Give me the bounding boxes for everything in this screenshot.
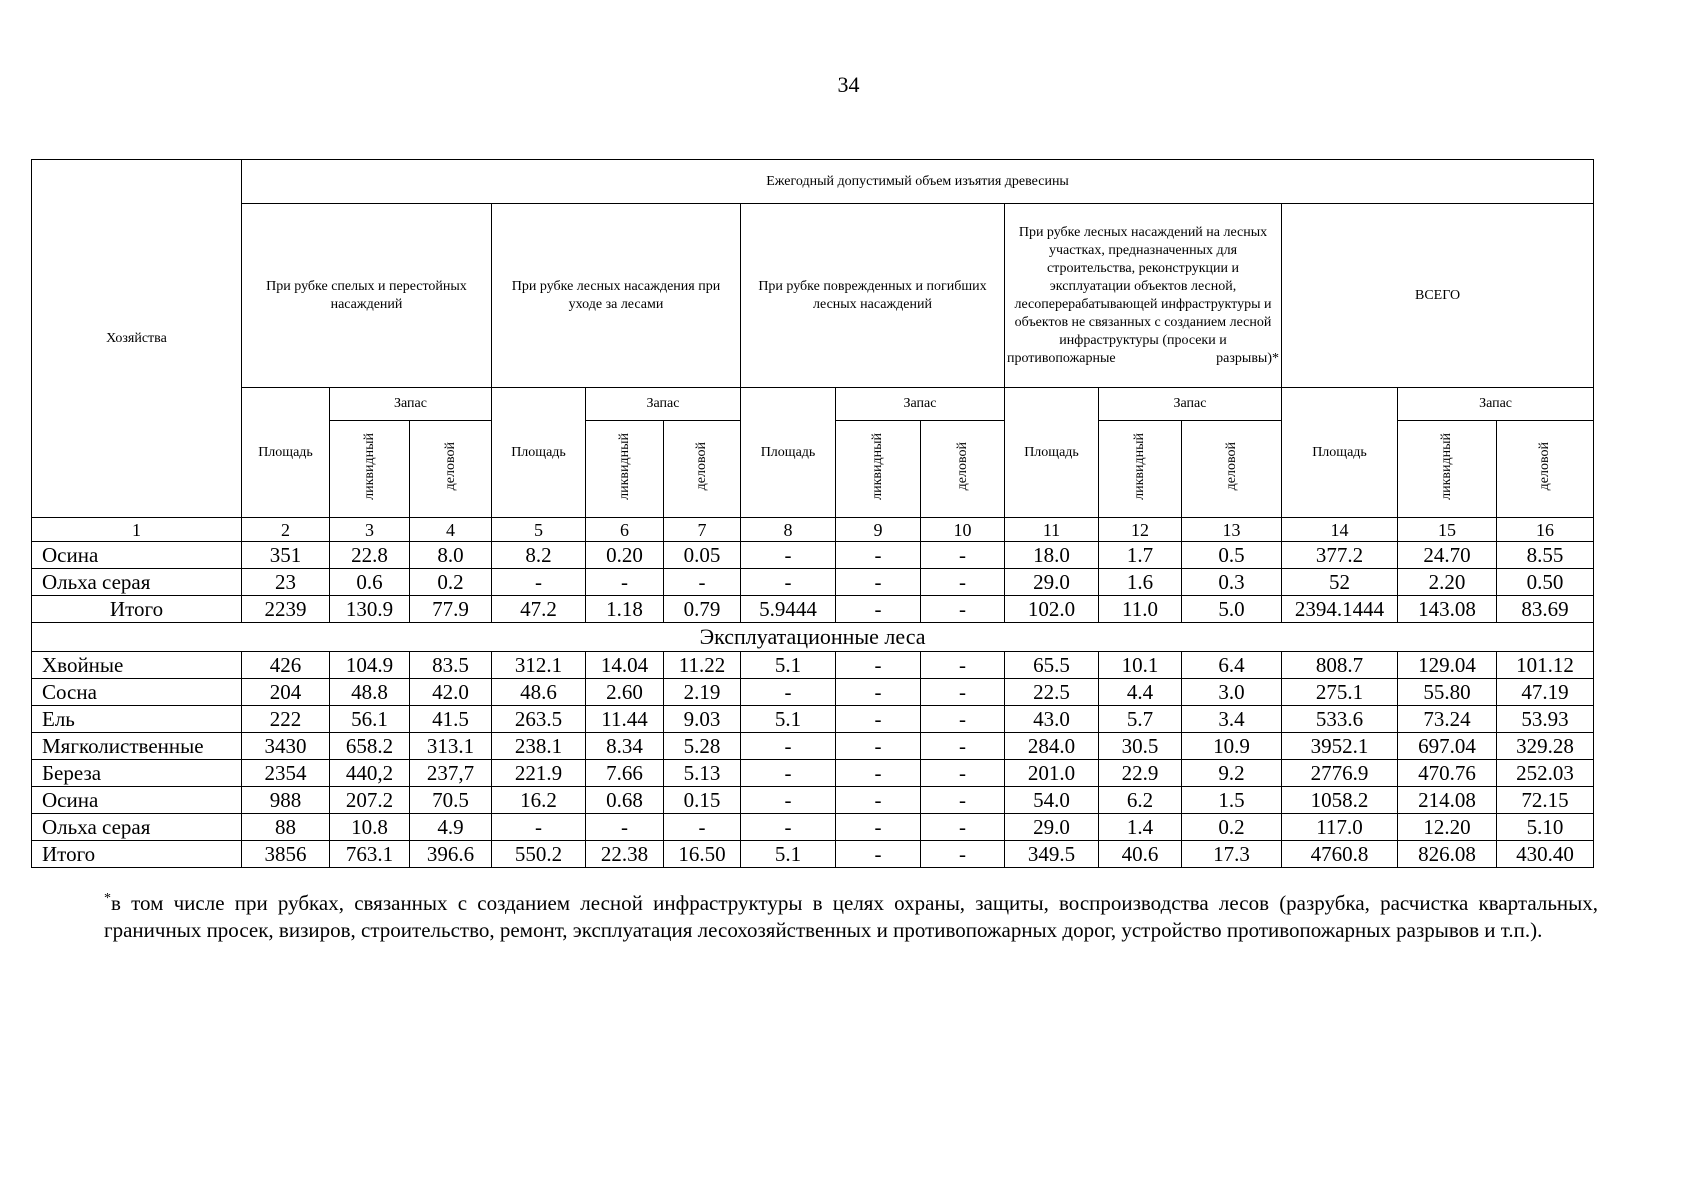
table-cell: 0.2 xyxy=(1182,814,1282,841)
table-cell: 3952.1 xyxy=(1282,733,1398,760)
table-cell: 40.6 xyxy=(1099,841,1182,868)
header-commercial: деловой xyxy=(410,421,492,518)
table-cell: 7.66 xyxy=(586,760,664,787)
column-number: 13 xyxy=(1182,518,1282,542)
table-row xyxy=(32,760,1594,787)
table-cell: - xyxy=(836,841,921,868)
table-cell: 329.28 xyxy=(1497,733,1594,760)
column-number: 1 xyxy=(32,518,242,542)
table-cell: - xyxy=(586,569,664,596)
table-cell: 3856 xyxy=(242,841,330,868)
table-cell: - xyxy=(921,733,1005,760)
table-cell: 143.08 xyxy=(1398,596,1497,623)
header-stock: Запас xyxy=(330,388,492,421)
table-cell: 10.9 xyxy=(1182,733,1282,760)
table-cell: 18.0 xyxy=(1005,542,1099,569)
header-liquid: ликвидный xyxy=(330,421,410,518)
table-cell: 24.70 xyxy=(1398,542,1497,569)
header-group-infrastructure: При рубке лесных насаждений на лесных участках, предназначенных для строительства, реконструкции и эксплуатации объектов лесной, лесоперерабатывающей инфраструктуры и объектов не связанных с созданием лесной инфраструктуры (просеки и противопожарные разрывы)* xyxy=(1005,204,1282,388)
table-cell: - xyxy=(921,706,1005,733)
table-cell: 83.5 xyxy=(410,652,492,679)
footnote-text: в том числе при рубках, связанных с созданием лесной инфраструктуры в целях охраны, защиты, воспроизводства лесов (разрубка, расчистка квартальных, граничных просек, визиров, строительство, ремонт, эксплуатация лесохозяйственных и противопожарных дорог, устройство противопожарных разрывов и т.п.). xyxy=(104,891,1598,942)
table-cell: - xyxy=(836,733,921,760)
table-cell: - xyxy=(836,787,921,814)
table-cell: 54.0 xyxy=(1005,787,1099,814)
table-cell: 1.6 xyxy=(1099,569,1182,596)
table-cell: 30.5 xyxy=(1099,733,1182,760)
header-area: Площадь xyxy=(1005,388,1099,518)
table-cell: - xyxy=(741,787,836,814)
header-group-damaged: При рубке поврежденных и погибших лесных насаждений xyxy=(741,204,1005,388)
header-commercial: деловой xyxy=(1497,421,1594,518)
table-cell: 430.40 xyxy=(1497,841,1594,868)
table-cell: 5.9444 xyxy=(741,596,836,623)
table-cell: 55.80 xyxy=(1398,679,1497,706)
table-cell: 0.68 xyxy=(586,787,664,814)
table-cell: 1.7 xyxy=(1099,542,1182,569)
table-cell: - xyxy=(921,787,1005,814)
table-cell: - xyxy=(492,814,586,841)
table-cell: 763.1 xyxy=(330,841,410,868)
table-cell: 351 xyxy=(242,542,330,569)
table-cell: 41.5 xyxy=(410,706,492,733)
table-cell: 426 xyxy=(242,652,330,679)
table-cell: 349.5 xyxy=(1005,841,1099,868)
table-cell: - xyxy=(836,706,921,733)
table-cell: 658.2 xyxy=(330,733,410,760)
table-row xyxy=(32,542,1594,569)
table-cell: 988 xyxy=(242,787,330,814)
table-cell: 1.4 xyxy=(1099,814,1182,841)
table-cell: 22.5 xyxy=(1005,679,1099,706)
table-row xyxy=(32,652,1594,679)
table-cell: 8.34 xyxy=(586,733,664,760)
table-cell: 10.8 xyxy=(330,814,410,841)
header-area: Площадь xyxy=(741,388,836,518)
table-cell: 0.5 xyxy=(1182,542,1282,569)
table-cell: 0.50 xyxy=(1497,569,1594,596)
table-cell: 129.04 xyxy=(1398,652,1497,679)
column-number: 10 xyxy=(921,518,1005,542)
table-cell: 11.0 xyxy=(1099,596,1182,623)
table-cell: 16.50 xyxy=(664,841,741,868)
row-label: Осина xyxy=(32,542,242,569)
table-cell: 70.5 xyxy=(410,787,492,814)
header-stock: Запас xyxy=(586,388,741,421)
table-cell: 4760.8 xyxy=(1282,841,1398,868)
table-cell: 117.0 xyxy=(1282,814,1398,841)
table-cell: 275.1 xyxy=(1282,679,1398,706)
table-cell: 9.2 xyxy=(1182,760,1282,787)
column-number: 11 xyxy=(1005,518,1099,542)
table-cell: - xyxy=(836,679,921,706)
table-cell: 8.0 xyxy=(410,542,492,569)
table-cell: 697.04 xyxy=(1398,733,1497,760)
table-cell: 0.3 xyxy=(1182,569,1282,596)
row-label: Ольха серая xyxy=(32,569,242,596)
table-cell: - xyxy=(921,569,1005,596)
table-cell: 104.9 xyxy=(330,652,410,679)
table-cell: 550.2 xyxy=(492,841,586,868)
table-cell: 88 xyxy=(242,814,330,841)
table-cell: 222 xyxy=(242,706,330,733)
table-cell: 77.9 xyxy=(410,596,492,623)
table-cell: 2776.9 xyxy=(1282,760,1398,787)
table-cell: 3430 xyxy=(242,733,330,760)
table-cell: - xyxy=(492,569,586,596)
table-cell: - xyxy=(664,814,741,841)
table-cell: 8.2 xyxy=(492,542,586,569)
table-cell: 29.0 xyxy=(1005,569,1099,596)
table-cell: 72.15 xyxy=(1497,787,1594,814)
column-number: 6 xyxy=(586,518,664,542)
table-cell: 43.0 xyxy=(1005,706,1099,733)
row-label: Хвойные xyxy=(32,652,242,679)
table-row xyxy=(32,569,1594,596)
table-cell: 14.04 xyxy=(586,652,664,679)
table-cell: 1.5 xyxy=(1182,787,1282,814)
table-row xyxy=(32,679,1594,706)
table-cell: 52 xyxy=(1282,569,1398,596)
footnote xyxy=(104,885,1598,944)
table-cell: 5.10 xyxy=(1497,814,1594,841)
header-annual-volume: Ежегодный допустимый объем изъятия древесины xyxy=(242,160,1594,204)
column-number: 9 xyxy=(836,518,921,542)
table-cell: - xyxy=(836,596,921,623)
table-row xyxy=(32,787,1594,814)
table-cell: 56.1 xyxy=(330,706,410,733)
header-area: Площадь xyxy=(242,388,330,518)
header-liquid: ликвидный xyxy=(586,421,664,518)
table-cell: 16.2 xyxy=(492,787,586,814)
table-cell: - xyxy=(921,542,1005,569)
header-stock: Запас xyxy=(1398,388,1594,421)
header-group-mature: При рубке спелых и перестойных насаждений xyxy=(242,204,492,388)
table-cell: - xyxy=(921,652,1005,679)
section-title: Эксплуатационные леса xyxy=(32,623,1594,652)
page-number: 34 xyxy=(837,72,860,97)
table-cell: 396.6 xyxy=(410,841,492,868)
section-row xyxy=(32,623,1594,652)
table-cell: - xyxy=(741,814,836,841)
column-number: 14 xyxy=(1282,518,1398,542)
table-cell: 65.5 xyxy=(1005,652,1099,679)
table-cell: - xyxy=(836,652,921,679)
table-row xyxy=(32,814,1594,841)
table-cell: 237,7 xyxy=(410,760,492,787)
table-cell: 5.1 xyxy=(741,841,836,868)
column-number: 8 xyxy=(741,518,836,542)
table-cell: 53.93 xyxy=(1497,706,1594,733)
table-cell: 470.76 xyxy=(1398,760,1497,787)
table-cell: 11.22 xyxy=(664,652,741,679)
table-cell: 5.1 xyxy=(741,706,836,733)
table-cell: 826.08 xyxy=(1398,841,1497,868)
table-cell: 263.5 xyxy=(492,706,586,733)
table-cell: 1058.2 xyxy=(1282,787,1398,814)
header-commercial: деловой xyxy=(664,421,741,518)
column-number: 16 xyxy=(1497,518,1594,542)
table-body xyxy=(32,518,1594,868)
header-liquid: ликвидный xyxy=(1398,421,1497,518)
table-cell: 22.9 xyxy=(1099,760,1182,787)
table-cell: 214.08 xyxy=(1398,787,1497,814)
table-cell: - xyxy=(921,814,1005,841)
table-cell: 3.0 xyxy=(1182,679,1282,706)
table-cell: - xyxy=(836,569,921,596)
header-commercial: деловой xyxy=(921,421,1005,518)
table-cell: 6.4 xyxy=(1182,652,1282,679)
table-cell: 83.69 xyxy=(1497,596,1594,623)
row-label: Ольха серая xyxy=(32,814,242,841)
table-cell: 101.12 xyxy=(1497,652,1594,679)
table-cell: 0.15 xyxy=(664,787,741,814)
table-cell: 2394.1444 xyxy=(1282,596,1398,623)
table-cell: - xyxy=(921,841,1005,868)
table-cell: 73.24 xyxy=(1398,706,1497,733)
table-cell: 22.8 xyxy=(330,542,410,569)
table-cell: - xyxy=(741,760,836,787)
table-cell: 22.38 xyxy=(586,841,664,868)
table-cell: 252.03 xyxy=(1497,760,1594,787)
footnote-mark: * xyxy=(104,891,111,906)
row-label: Сосна xyxy=(32,679,242,706)
table-cell: 440,2 xyxy=(330,760,410,787)
table-row xyxy=(32,706,1594,733)
table-cell: 29.0 xyxy=(1005,814,1099,841)
table-cell: 5.13 xyxy=(664,760,741,787)
table-cell: 2.19 xyxy=(664,679,741,706)
table-cell: 4.9 xyxy=(410,814,492,841)
table-cell: 17.3 xyxy=(1182,841,1282,868)
table-cell: 42.0 xyxy=(410,679,492,706)
table-cell: 48.8 xyxy=(330,679,410,706)
table-cell: 47.19 xyxy=(1497,679,1594,706)
row-label: Итого xyxy=(32,841,242,868)
table-cell: - xyxy=(921,679,1005,706)
table-cell: 5.28 xyxy=(664,733,741,760)
table-cell: 0.79 xyxy=(664,596,741,623)
table-cell: 238.1 xyxy=(492,733,586,760)
table-cell: 533.6 xyxy=(1282,706,1398,733)
table-cell: 3.4 xyxy=(1182,706,1282,733)
row-label: Мягколиственные xyxy=(32,733,242,760)
table-cell: 2354 xyxy=(242,760,330,787)
table-cell: 221.9 xyxy=(492,760,586,787)
header-stock: Запас xyxy=(836,388,1005,421)
table-cell: - xyxy=(836,542,921,569)
column-number: 2 xyxy=(242,518,330,542)
table-cell: 48.6 xyxy=(492,679,586,706)
column-number: 4 xyxy=(410,518,492,542)
table-row xyxy=(32,596,1594,623)
table-cell: 1.18 xyxy=(586,596,664,623)
table-cell: 377.2 xyxy=(1282,542,1398,569)
table-cell: - xyxy=(836,760,921,787)
table-cell: 2.20 xyxy=(1398,569,1497,596)
table-cell: 201.0 xyxy=(1005,760,1099,787)
table-row xyxy=(32,841,1594,868)
table-cell: 0.6 xyxy=(330,569,410,596)
table-cell: 6.2 xyxy=(1099,787,1182,814)
column-number: 5 xyxy=(492,518,586,542)
wood-harvest-table xyxy=(31,159,1594,868)
table-cell: 12.20 xyxy=(1398,814,1497,841)
table-cell: 2239 xyxy=(242,596,330,623)
header-stock: Запас xyxy=(1099,388,1282,421)
table-cell: 312.1 xyxy=(492,652,586,679)
table-cell: 9.03 xyxy=(664,706,741,733)
table-cell: 0.20 xyxy=(586,542,664,569)
header-liquid: ликвидный xyxy=(1099,421,1182,518)
header-area: Площадь xyxy=(1282,388,1398,518)
table-row xyxy=(32,733,1594,760)
column-number-row xyxy=(32,518,1594,542)
table-cell: 5.7 xyxy=(1099,706,1182,733)
header-farms: Хозяйства xyxy=(32,160,242,518)
header-commercial: деловой xyxy=(1182,421,1282,518)
table-cell: 0.2 xyxy=(410,569,492,596)
header-group-total: ВСЕГО xyxy=(1282,204,1594,388)
header-liquid: ликвидный xyxy=(836,421,921,518)
header-group-care: При рубке лесных насаждения при уходе за лесами xyxy=(492,204,741,388)
table-cell: - xyxy=(586,814,664,841)
table-cell: 808.7 xyxy=(1282,652,1398,679)
table-cell: 313.1 xyxy=(410,733,492,760)
column-number: 7 xyxy=(664,518,741,542)
table-cell: 47.2 xyxy=(492,596,586,623)
table-cell: 4.4 xyxy=(1099,679,1182,706)
table-cell: 23 xyxy=(242,569,330,596)
table-cell: - xyxy=(741,733,836,760)
table-cell: - xyxy=(664,569,741,596)
column-number: 15 xyxy=(1398,518,1497,542)
table-cell: - xyxy=(741,679,836,706)
column-number: 12 xyxy=(1099,518,1182,542)
table-cell: 204 xyxy=(242,679,330,706)
table-cell: - xyxy=(921,760,1005,787)
column-number: 3 xyxy=(330,518,410,542)
table-cell: 0.05 xyxy=(664,542,741,569)
table-cell: 8.55 xyxy=(1497,542,1594,569)
table-cell: 5.0 xyxy=(1182,596,1282,623)
table-cell: 102.0 xyxy=(1005,596,1099,623)
table-cell: 130.9 xyxy=(330,596,410,623)
table-cell: 5.1 xyxy=(741,652,836,679)
table-cell: 10.1 xyxy=(1099,652,1182,679)
table-cell: - xyxy=(741,569,836,596)
table-cell: - xyxy=(836,814,921,841)
row-label: Итого xyxy=(32,596,242,623)
table-cell: 11.44 xyxy=(586,706,664,733)
row-label: Ель xyxy=(32,706,242,733)
table-cell: 284.0 xyxy=(1005,733,1099,760)
table-cell: - xyxy=(921,596,1005,623)
header-area: Площадь xyxy=(492,388,586,518)
row-label: Береза xyxy=(32,760,242,787)
table-cell: 2.60 xyxy=(586,679,664,706)
table-cell: 207.2 xyxy=(330,787,410,814)
row-label: Осина xyxy=(32,787,242,814)
table-cell: - xyxy=(741,542,836,569)
